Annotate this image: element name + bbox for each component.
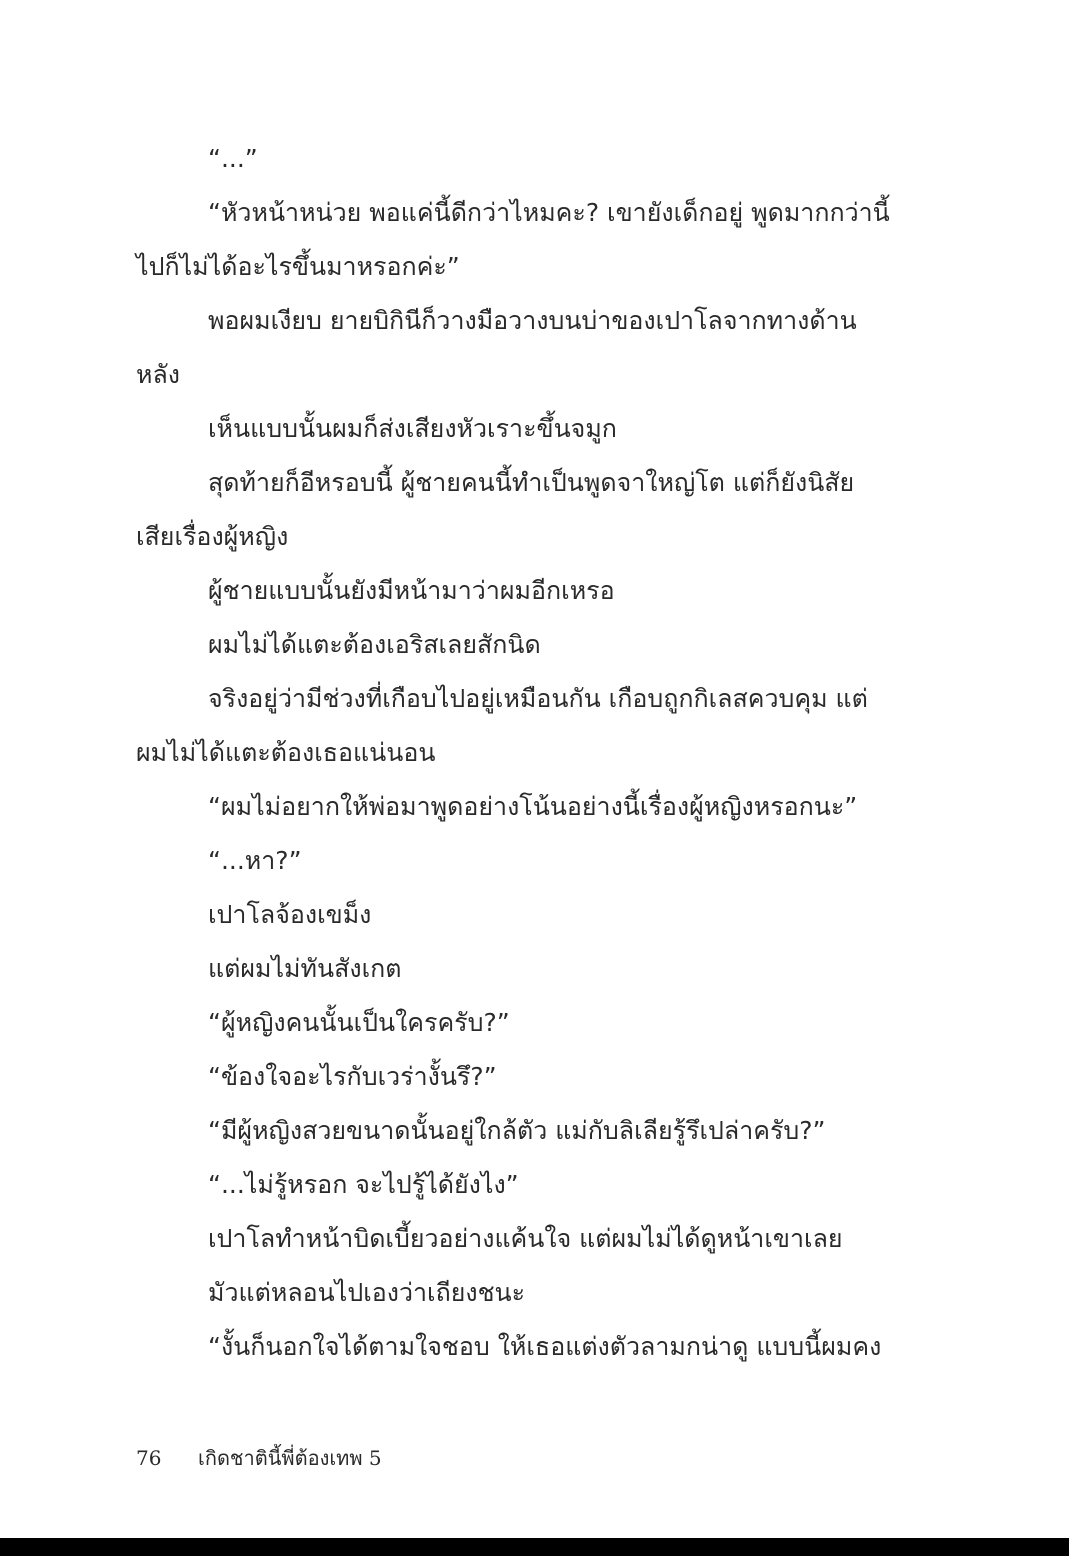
page-body-text	[136, 132, 890, 1374]
text-line: ผมไม่ได้แตะต้องเอริสเลยสักนิด	[208, 630, 541, 659]
text-line: สุดท้ายก็อีหรอบนี้ ผู้ชายคนนี้ทำเป็นพูดจาใหญ่โต แต่ก็ยังนิสัย	[208, 468, 855, 497]
text-line: “มีผู้หญิงสวยขนาดนั้นอยู่ใกล้ตัว แม่กับลิเลียรู้รึเปล่าครับ?”	[208, 1116, 826, 1145]
text-line: หลัง	[136, 360, 181, 389]
text-line: พอผมเงียบ ยายบิกินีก็วางมือวางบนบ่าของเปาโลจากทางด้าน	[208, 306, 857, 335]
text-line: “...”	[208, 144, 258, 173]
text-line: “หัวหน้าหน่วย พอแค่นี้ดีกว่าไหมคะ? เขายังเด็กอยู่ พูดมากกว่านี้	[208, 198, 890, 227]
text-line: “งั้นก็นอกใจได้ตามใจชอบ ให้เธอแต่งตัวลามกน่าดู แบบนี้ผมคง	[208, 1332, 882, 1361]
page-number: 76	[136, 1446, 162, 1470]
text-line: จริงอยู่ว่ามีช่วงที่เกือบไปอยู่เหมือนกัน เกือบถูกกิเลสควบคุม แต่	[208, 684, 868, 713]
text-line: ผู้ชายแบบนั้นยังมีหน้ามาว่าผมอีกเหรอ	[208, 576, 615, 605]
book-title: เกิดชาตินี้พี่ต้องเทพ 5	[198, 1446, 382, 1470]
text-line: “...ไม่รู้หรอก จะไปรู้ได้ยังไง”	[208, 1170, 519, 1199]
text-line: “ข้องใจอะไรกับเวร่างั้นรึ?”	[208, 1062, 497, 1091]
text-line: “ผมไม่อยากให้พ่อมาพูดอย่างโน้นอย่างนี้เรื่องผู้หญิงหรอกนะ”	[208, 792, 858, 821]
text-line: เปาโลจ้องเขม็ง	[208, 900, 372, 929]
text-line: “ผู้หญิงคนนั้นเป็นใครครับ?”	[208, 1008, 510, 1037]
text-line: ไปก็ไม่ได้อะไรขึ้นมาหรอกค่ะ”	[136, 252, 460, 281]
text-line: เห็นแบบนั้นผมก็ส่งเสียงหัวเราะขึ้นจมูก	[208, 414, 617, 443]
text-line: “...หา?”	[208, 846, 302, 875]
text-line: ผมไม่ได้แตะต้องเธอแน่นอน	[136, 738, 436, 767]
scan-edge-bar	[0, 1538, 1069, 1556]
page-footer	[136, 1442, 382, 1474]
text-line: เสียเรื่องผู้หญิง	[136, 522, 289, 551]
text-line: เปาโลทำหน้าบิดเบี้ยวอย่างแค้นใจ แต่ผมไม่ได้ดูหน้าเขาเลย	[208, 1224, 843, 1253]
text-line: แต่ผมไม่ทันสังเกต	[208, 954, 402, 983]
text-line: มัวแต่หลอนไปเองว่าเถียงชนะ	[208, 1278, 526, 1307]
